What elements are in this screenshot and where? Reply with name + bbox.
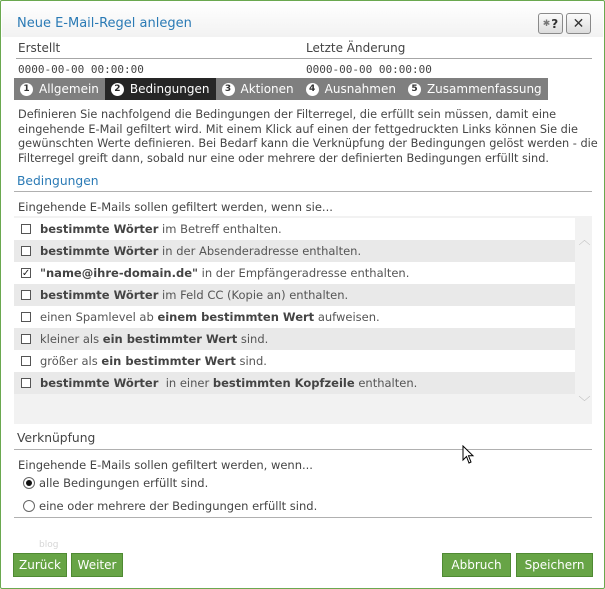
condition-value-link[interactable]: bestimmte Wörter (40, 244, 159, 258)
dialog-titlebar (2, 2, 603, 37)
condition-row[interactable] (14, 218, 575, 240)
condition-row[interactable] (14, 306, 575, 328)
radio-any-label: eine oder mehrere der Bedingungen erfüllt sind. (39, 499, 318, 513)
link-bottom-divider (14, 517, 592, 518)
created-value: 0000-00-00 00:00:00 (18, 63, 144, 76)
conditions-section-title: Bedingungen (17, 174, 99, 188)
tab-step-1[interactable] (14, 78, 105, 100)
step-number-icon: 5 (408, 83, 421, 96)
next-button[interactable]: Weiter (71, 553, 123, 577)
tab-step-5[interactable] (402, 78, 548, 100)
tab-step-2[interactable] (105, 78, 216, 100)
close-button[interactable] (566, 13, 591, 34)
condition-checkbox[interactable]: ✓ (21, 267, 31, 279)
step-number-icon: 2 (111, 83, 124, 96)
condition-checkbox[interactable] (21, 334, 31, 344)
condition-checkbox[interactable] (21, 246, 31, 256)
dialog-title: Neue E-Mail-Regel anlegen (17, 16, 192, 31)
condition-value-link[interactable]: einem bestimmten Wert (157, 310, 315, 324)
step-number-icon: 1 (20, 83, 33, 96)
modified-label: Letzte Änderung (306, 41, 406, 55)
condition-text: im Feld CC (Kopie an) enthalten. (158, 288, 349, 302)
condition-value-link[interactable]: bestimmte Wörter (40, 376, 159, 390)
condition-text: aufweisen. (314, 310, 380, 324)
faint-watermark-text: blog (39, 540, 59, 550)
condition-value-link[interactable]: ein bestimmter Wert (101, 354, 236, 368)
condition-text: in der Absenderadresse enthalten. (158, 244, 362, 258)
condition-text: im Betreff enthalten. (158, 222, 282, 236)
condition-checkbox[interactable] (21, 290, 31, 300)
cancel-button[interactable]: Abbruch (442, 553, 511, 577)
scroll-down-icon[interactable]: ﹀ (578, 394, 591, 409)
link-section-title: Verknüpfung (17, 431, 96, 445)
condition-value-link[interactable]: "name@ihre-domain.de" (40, 266, 198, 280)
radio-any-condition[interactable] (23, 499, 317, 513)
conditions-list (14, 216, 592, 424)
back-button[interactable]: Zurück (13, 553, 67, 577)
radio-all-label: alle Bedingungen erfüllt sind. (39, 476, 209, 490)
meta-header-row (16, 39, 592, 59)
condition-row[interactable] (14, 240, 575, 262)
condition-value-link[interactable]: bestimmte Wörter (40, 222, 159, 236)
step-number-icon: 4 (306, 83, 319, 96)
mouse-cursor-icon (462, 445, 476, 465)
radio-button[interactable] (23, 477, 35, 489)
modified-value: 0000-00-00 00:00:00 (306, 63, 432, 76)
condition-row[interactable] (14, 372, 575, 394)
help-icon: ✱ (542, 18, 551, 29)
condition-checkbox[interactable] (21, 312, 31, 322)
meta-value-row (16, 60, 592, 78)
radio-button[interactable] (23, 500, 35, 512)
condition-row[interactable] (14, 262, 575, 284)
condition-checkbox[interactable] (21, 224, 31, 234)
step-label: Allgemein (39, 82, 99, 96)
intro-text: Definieren Sie nachfolgend die Bedingungen der Filterregel, die erfüllt sein müssen, damit eine eingehende E-Mail gefiltert wird. Mit einem Klick auf einen der fettgedruckten Links können Sie die gewünschten Werte definieren. Bei Bedarf kann die Verknüpfung der Bedingungen gelöst werden - die Filterregel greift dann, sobald nur eine oder mehrere der definierten Bedingungen erfüllt sind. (18, 108, 598, 165)
tab-step-4[interactable] (300, 78, 402, 100)
condition-text: kleiner als (40, 332, 103, 346)
condition-text: größer als (40, 354, 102, 368)
help-button[interactable]: ✱ ? (538, 13, 563, 34)
link-divider (14, 449, 592, 450)
link-label: Eingehende E-Mails sollen gefiltert werden, wenn... (18, 458, 313, 472)
wizard-steps (14, 78, 542, 100)
step-label: Zusammenfassung (426, 82, 542, 96)
created-label: Erstellt (18, 41, 61, 55)
condition-row[interactable] (14, 328, 575, 350)
condition-text: sind. (237, 332, 269, 346)
conditions-divider (14, 191, 592, 192)
condition-checkbox[interactable] (21, 378, 31, 388)
condition-row[interactable] (14, 350, 575, 372)
condition-text: sind. (235, 354, 267, 368)
scroll-up-icon[interactable]: ︿ (578, 232, 591, 247)
condition-text: in der Empfängeradresse enthalten. (198, 266, 410, 280)
step-label: Ausnahmen (324, 82, 396, 96)
step-label: Aktionen (240, 82, 294, 96)
condition-value-link[interactable]: bestimmte Wörter (40, 288, 159, 302)
step-number-icon: 3 (222, 83, 235, 96)
condition-value-link[interactable]: bestimmten Kopfzeile (212, 376, 355, 390)
conditions-label: Eingehende E-Mails sollen gefiltert werden, wenn sie... (18, 200, 333, 214)
save-button[interactable]: Speichern (516, 553, 593, 577)
condition-text: enthalten. (354, 376, 418, 390)
radio-all-conditions[interactable] (23, 476, 208, 490)
condition-row[interactable] (14, 284, 575, 306)
condition-value-link[interactable]: ein bestimmter Wert (102, 332, 238, 346)
condition-text: in einer (158, 376, 213, 390)
close-icon: ✕ (572, 15, 585, 32)
tab-step-3[interactable] (216, 78, 300, 100)
radio-selected-dot (26, 480, 32, 486)
step-label: Bedingungen (129, 82, 210, 96)
condition-checkbox[interactable] (21, 356, 31, 366)
condition-text: einen Spamlevel ab (40, 310, 158, 324)
